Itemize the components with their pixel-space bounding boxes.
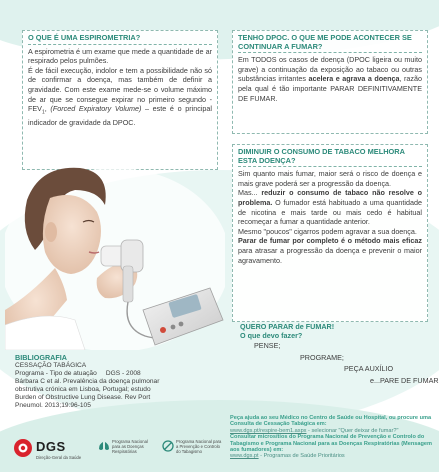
logos-row — [12, 436, 222, 468]
quero-parar-section — [240, 322, 439, 386]
espirometria-box — [22, 30, 218, 170]
biblio-line: obstrutiva crónica em Lisboa, Portugal; estudo — [15, 386, 151, 394]
tenho-dpoc-bold: acelera e agrava a doença — [308, 74, 400, 84]
diminuir-box — [232, 144, 428, 322]
diminuir-p2b: reduzir o consumo de tabaco não resolve o problema. — [238, 188, 422, 207]
espirometria-p2: É de fácil execução, indolor e tem a possibilidade não só de confirmar a doença, mas também de definir a gravidade. Com este exame mede-se o volume máximo de ar que se consegue expirar no primeiro segundo - FEV — [28, 65, 212, 114]
bibliografia-section — [15, 353, 210, 411]
spirometry-photo — [5, 160, 225, 350]
fev-subscript: 1 — [41, 109, 45, 116]
biblio-line: Programa - Tipo de atuação DGS - 2008 — [15, 370, 141, 378]
fev-italic: (Forced Expiratory Volume) — [50, 104, 142, 114]
footer-line-3: Consultar microsítios do Programa Nacional de Prevenção e Controlo do Tabagismo e Programa Nacional para as Doenças Respiratórias (Mensagem aos fumadores) em: — [230, 434, 432, 454]
espirometria-p2-end: – este é o principal indicador de gravidade da DPOC. — [28, 104, 213, 128]
espirometria-p1: A espirometria é um exame que mede a quantidade de ar respirado pelos pulmões. — [28, 46, 212, 66]
quero-step-2: PROGRAME; — [300, 352, 344, 362]
quero-step-1: PENSE; — [254, 341, 281, 350]
espirometria-text: A espirometria é um exame que mede a quantidade de ar respirado pelos pulmões. É de fácil execução, indolor e tem a possibilidade não só de confirmar a doença, mas também de definir a gravidade. Com este exame mede-se o volume máximo de ar que se consegue expirar no primeiro segundo - $FEV_1$, (Forced Expiratory Volume) – este é o principal indicador de gravidade da DPOC. — [28, 46, 213, 128]
tenho-dpoc-t2: , razão pela qual é tão importante PARAR DEFINITIVAMENTE DE FUMAR. — [238, 74, 422, 103]
quero-step-4: e...PARE DE FUMAR — [370, 375, 439, 385]
footer-line-4 — [230, 453, 435, 459]
diminuir-p2a: Mas... — [238, 188, 258, 198]
biblio-line: Bárbara C et al. Prevalência da doença pulmonar — [15, 378, 160, 386]
diminuir-p3: Mesmo "poucos" cigarros podem agravar a sua doença. — [238, 226, 417, 236]
tenho-dpoc-text — [238, 55, 422, 103]
footer-link-respire[interactable]: www.dgs.pt/respire-bem1.aspx — [230, 427, 307, 434]
diminuir-p4 — [238, 236, 422, 265]
dgs-wordmark: DGS — [36, 439, 66, 454]
footer-link-dgs[interactable]: www.dgs.pt — [230, 453, 259, 460]
biblio-line: Pneumol. 2013;19:96-105 — [15, 402, 91, 410]
no-smoking-icon — [162, 440, 174, 452]
diminuir-title: DIMINUIR O CONSUMO DE TABACO MELHORA ESTA DOENÇA? — [238, 148, 422, 167]
tenho-dpoc-t1: Em TODOS os casos de doença (DPOC ligeira ou muito grave) a continuação da exposição ao tabaco ou outras substâncias irritantes — [238, 55, 422, 84]
dgs-caption: Direção-Geral da Saúde — [36, 455, 82, 460]
diminuir-p2 — [238, 188, 422, 226]
lungs-icon — [98, 440, 110, 452]
tenho-dpoc-box — [232, 30, 428, 134]
dgs-emblem-icon — [12, 438, 34, 458]
diminuir-p4c: para atrasar a progressão da doença e prevenir o maior agravamento. — [238, 245, 422, 265]
quero-step-3: PEÇA AUXÍLIO — [344, 364, 394, 373]
quero-parar-subtitle: O que devo fazer? — [240, 331, 303, 340]
diminuir-p1: Sim quanto mais fumar, maior será o risco de doença e mais grave poderá ser a progressão da doença. — [238, 169, 422, 188]
biblio-line: CESSAÇÃO TABÁGICA — [15, 362, 87, 369]
espirometria-title: O QUE É UMA ESPIROMETRIA? — [28, 34, 212, 45]
pnt-caption: Programa Nacional para a Prevenção e Controlo do Tabagismo — [176, 439, 222, 454]
bibliografia-title: BIBLIOGRAFIA — [15, 353, 67, 362]
pnr-caption: Programa Nacional para as Doenças Respiratórias — [112, 439, 148, 454]
quero-parar-title: QUERO PARAR de FUMAR! — [240, 322, 335, 331]
biblio-line: Burden of Obstructive Lung Disease. Rev Port — [15, 394, 151, 402]
footer-line-1: Peça ajuda ao seu Médico no Centro de Saúde ou Hospital, ou procure uma Consulta de Cessação Tabágica em: — [230, 415, 432, 428]
diminuir-p4b: Parar de fumar por completo é o método mais eficaz — [238, 236, 422, 246]
tenho-dpoc-title: TENHO DPOC. O QUE ME PODE ACONTECER SE CONTINUAR A FUMAR? — [238, 34, 422, 53]
diminuir-p2c: O fumador está habituado a uma quantidade de nicotina e mais tarde ou mais cedo é habitual recomeçar a fumar a quantidade anterior. — [238, 197, 423, 227]
footer-line-4-rest: - Programas de Saúde Prioritários — [258, 453, 345, 460]
footer-line-2-rest: - selecionar "Quer deixar de fumar?" — [306, 427, 399, 434]
footer-help-text — [230, 415, 435, 460]
